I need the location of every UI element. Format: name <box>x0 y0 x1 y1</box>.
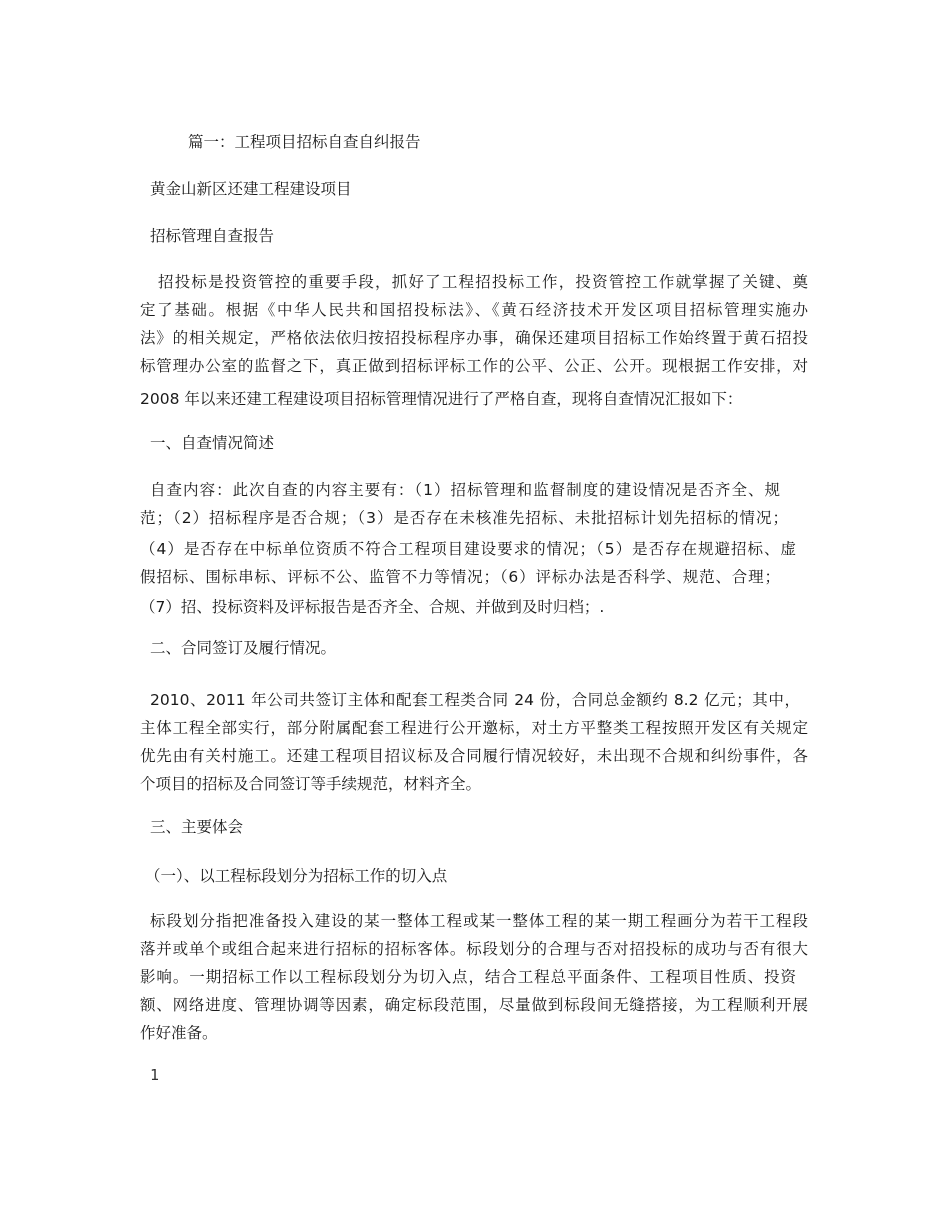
subsection-1-line: 落并或单个或组合起来进行招标的招标客体。标段划分的合理与否对招投标的成功与否有很大 <box>140 940 808 958</box>
section-3-title: 三、主要体会 <box>150 818 244 836</box>
report-heading: 招标管理自查报告 <box>150 227 275 245</box>
intro-line: 2008 年以来还建工程建设项目招标管理情况进行了严格自查，现将自查情况汇报如下： <box>140 390 743 408</box>
section-1-line: （4）是否存在中标单位资质不符合工程项目建设要求的情况；（5）是否存在规避招标、虚 <box>140 540 796 558</box>
section-1-title: 一、自查情况简述 <box>150 434 275 452</box>
subsection-1-line: 额、网络进度、管理协调等因素，确定标段范围，尽量做到标段间无缝搭接，为工程顺利开展 <box>140 996 808 1014</box>
section-2-line: 个项目的招标及合同签订等手续规范，材料齐全。 <box>140 775 482 793</box>
document-title: 篇一：工程项目招标自查自纠报告 <box>188 133 421 151</box>
page-number: 1 <box>150 1066 160 1084</box>
subsection-1-line: 影响。一期招标工作以工程标段划分为切入点，结合工程总平面条件、工程项目性质、投资 <box>140 968 796 986</box>
section-1-line: 自查内容：此次自查的内容主要有：（1）招标管理和监督制度的建设情况是否齐全、规 <box>150 481 780 499</box>
subsection-1-line: 标段划分指把准备投入建设的某一整体工程或某一整体工程的某一期工程画分为若干工程段 <box>150 912 808 930</box>
section-2-line: 主体工程全部实行，部分附属配套工程进行公开邀标，对土方平整类工程按照开发区有关规定 <box>140 719 808 737</box>
project-heading: 黄金山新区还建工程建设项目 <box>150 180 352 198</box>
subsection-1-title: （一）、以工程标段划分为招标工作的切入点 <box>145 867 448 885</box>
intro-line: 法》的相关规定，严格依法依归按招投标程序办事，确保还建项目招标工作始终置于黄石招投 <box>140 329 808 347</box>
intro-line: 定了基础。根据《中华人民共和国招投标法》、《黄石经济技术开发区项目招标管理实施办 <box>140 301 808 319</box>
section-1-line: 范；（2）招标程序是否合规；（3）是否存在未核准先招标、未批招标计划先招标的情况； <box>140 509 788 527</box>
section-2-line: 2010、2011 年公司共签订主体和配套工程类合同 24 份，合同总金额约 8.2 亿元；其中， <box>150 691 800 709</box>
subsection-1-line: 作好准备。 <box>140 1024 218 1042</box>
section-1-line: （7）招、投标资料及评标报告是否齐全、合规、并做到及时归档；. <box>140 598 605 616</box>
section-2-title: 二、合同签订及履行情况。 <box>150 639 337 657</box>
intro-line: 招投标是投资管控的重要手段，抓好了工程招投标工作，投资管控工作就掌握了关键、奠 <box>158 273 808 291</box>
section-1-line: 假招标、围标串标、评标不公、监管不力等情况；（6）评标办法是否科学、规范、合理； <box>140 568 780 586</box>
section-2-line: 优先由有关村施工。还建工程项目招议标及合同履行情况较好，未出现不合规和纠纷事件，各 <box>140 747 808 765</box>
intro-line: 标管理办公室的监督之下，真正做到招标评标工作的公平、公正、公开。现根据工作安排，对 <box>140 357 808 375</box>
